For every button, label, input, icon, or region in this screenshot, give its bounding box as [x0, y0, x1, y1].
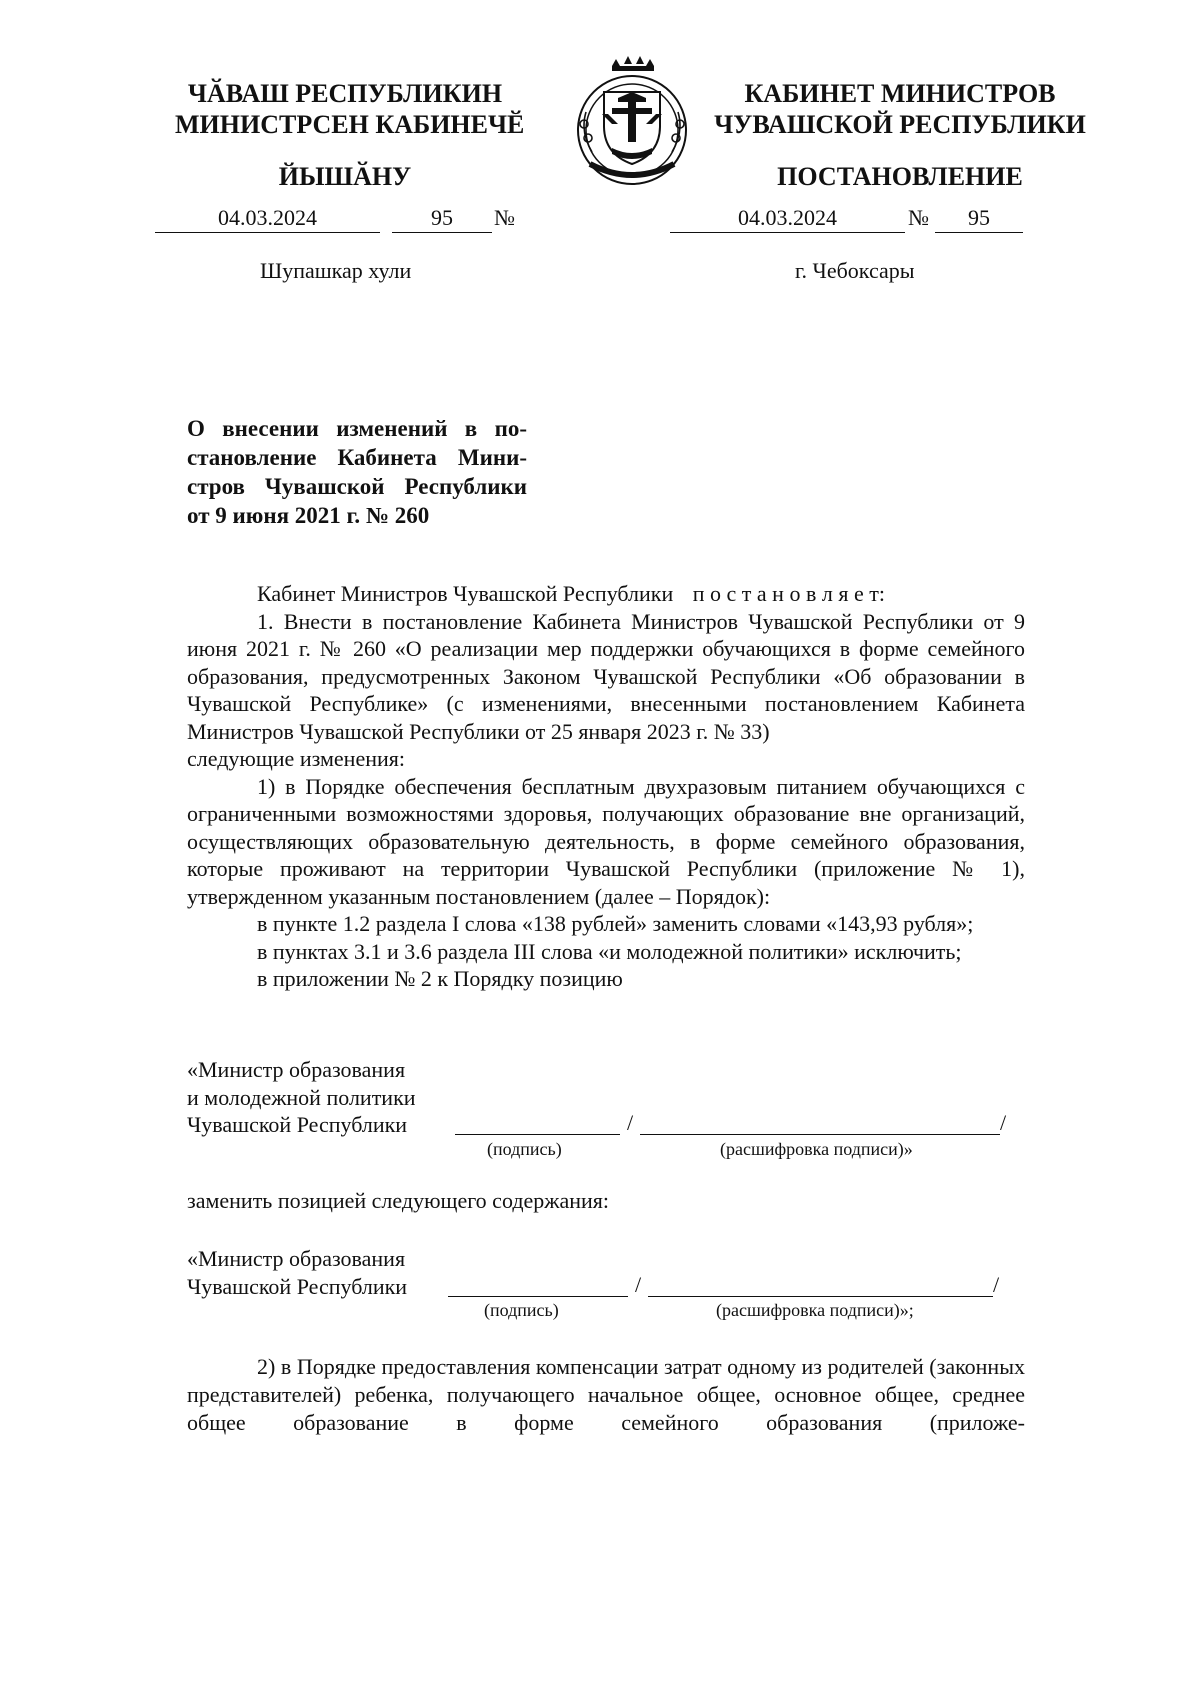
old-position-line1: «Министр образования: [187, 1057, 406, 1082]
title-line4: от 9 июня 2021 г. № 260: [187, 503, 430, 528]
new-position-line2: Чувашской Республики: [187, 1273, 408, 1299]
header-right-doc-type: ПОСТАНОВЛЕНИЕ: [777, 162, 1023, 191]
old-caption-decode: (расшифровка подписи)»: [720, 1139, 913, 1159]
paragraph-1-last: следующие изменения:: [187, 746, 405, 771]
document-title: [187, 414, 527, 530]
old-position-line3: Чувашской Республики: [187, 1112, 408, 1137]
old-signature-line: [455, 1134, 620, 1135]
paragraph-5: в приложении № 2 к Порядку позицию: [257, 966, 623, 991]
right-number-field: 95: [935, 204, 1023, 233]
place-right: г. Чебоксары: [795, 258, 915, 283]
header-right-line1: КАБИНЕТ МИНИСТРОВ: [744, 79, 1056, 108]
header-right-line2: ЧУВАШСКОЙ РЕСПУБЛИКИ: [714, 110, 1086, 139]
chuvash-emblem-icon: [568, 52, 696, 190]
title-line2: становление Кабинета Мини-: [187, 445, 527, 470]
title-line1: О внесении изменений в по-: [187, 416, 527, 441]
paragraph-2: 1) в Порядке обеспечения бесплатным двухразовым питанием обучающихся с ограниченными возможностями здоровья, получающих образование вне организаций, осуществляющих образовательную деятельность, в форме семейного образования, которые проживают на территории Чувашской Республики (приложение № 1), утвержденном указанным постановлением (далее – Порядок):: [187, 773, 1025, 909]
old-end-slash: /: [1000, 1110, 1007, 1135]
paragraph-1: 1. Внести в постановление Кабинета Министров Чувашской Республики от 9 июня 2021 г. № 260 «О реализации мер поддержки обучающихся в форме семейного образования, предусмотренных Законом Чувашской Республики «Об образовании в Чувашской Республике» (с изменениями, внесенными постановлением Кабинета Министров Чувашской Республики от 25 января 2023 г. № 33): [187, 608, 1025, 744]
paragraph-3: в пункте 1.2 раздела I слова «138 рублей» заменить словами «143,93 рубля»;: [257, 911, 974, 936]
intro-paragraph: [187, 580, 1025, 608]
new-caption-decode: (расшифровка подписи)»;: [716, 1300, 914, 1320]
new-decode-line: [648, 1296, 993, 1297]
left-number-sign: №: [494, 205, 515, 230]
old-decode-line: [640, 1134, 1000, 1135]
header-left-line2: МИНИСТРСЕН КАБИНЕЧӖ: [175, 110, 525, 139]
right-number-sign: №: [908, 205, 929, 230]
header-left-block: [175, 78, 525, 140]
intro-action: п о с т а н о в л я е т:: [692, 581, 885, 606]
header-left-line1: ЧӐВАШ РЕСПУБЛИКИН: [187, 79, 503, 108]
paragraph-6-block: [187, 1353, 1025, 1437]
place-left: Шупашкар хули: [260, 258, 412, 283]
left-date-field: 04.03.2024: [155, 204, 380, 233]
old-caption-sign: (подпись): [487, 1139, 562, 1159]
new-end-slash: /: [993, 1272, 1000, 1297]
paragraph-4: в пунктах 3.1 и 3.6 раздела III слова «и молодежной политики» исключить;: [257, 938, 962, 964]
old-slash: /: [627, 1110, 634, 1135]
new-slash: /: [635, 1272, 642, 1297]
right-date-field: 04.03.2024: [670, 204, 905, 233]
old-position-line2: и молодежной политики: [187, 1084, 416, 1110]
title-line3: стров Чувашской Республики: [187, 474, 527, 499]
left-number-field: 95: [392, 204, 492, 233]
header-left-doc-type: ЙЫШӐНУ: [278, 162, 412, 191]
intro-prefix: Кабинет Министров Чувашской Республики: [257, 581, 674, 606]
body-text: [187, 580, 1025, 993]
new-position-block: [187, 1245, 407, 1300]
old-position-block: [187, 1056, 416, 1139]
header-right-block: [700, 78, 1100, 140]
new-position-line1: «Министр образования: [187, 1246, 406, 1271]
paragraph-6: 2) в Порядке предоставления компенсации затрат одному из родителей (законных представителей) ребенка, получающего начальное общее, основное общее, среднее общее образование в форме семейного образования (приложе-: [187, 1354, 1025, 1435]
replace-text: заменить позицией следующего содержания:: [187, 1188, 610, 1213]
new-signature-line: [448, 1296, 628, 1297]
new-caption-sign: (подпись): [484, 1300, 559, 1320]
